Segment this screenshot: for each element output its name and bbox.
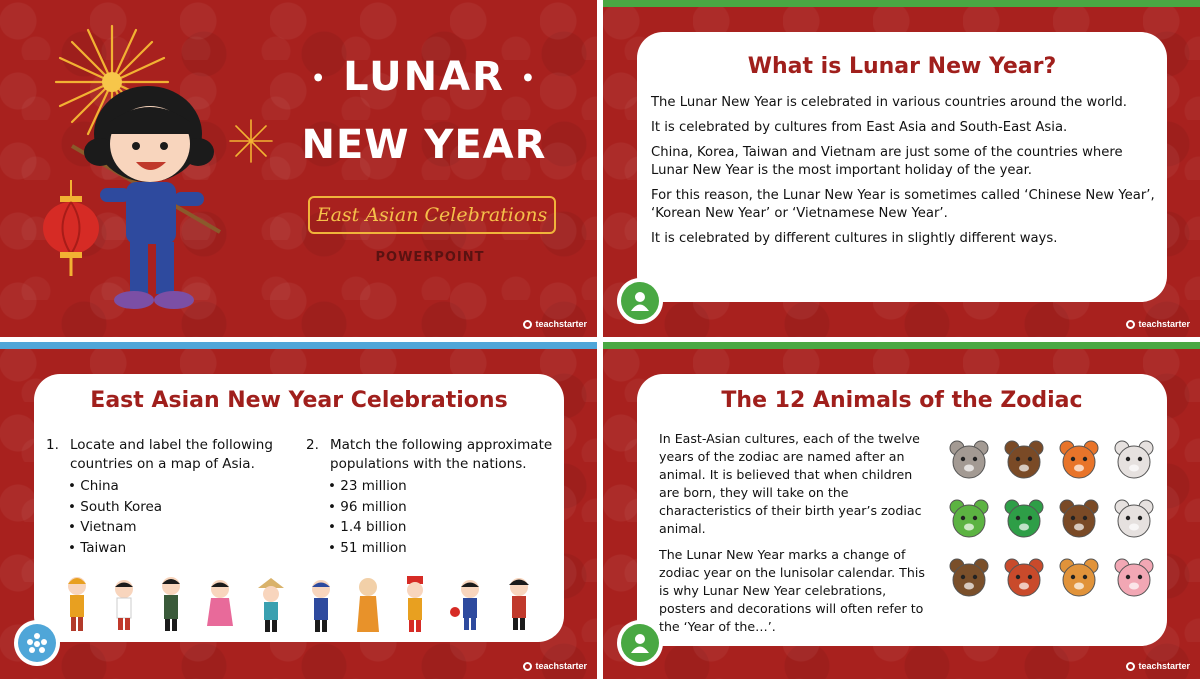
teachstarter-logo: teachstarter [1126, 319, 1190, 329]
slide-accent-bar [603, 342, 1200, 349]
person-icon [629, 290, 651, 312]
subtitle-text: East Asian Celebrations [316, 204, 548, 226]
zodiac-animals-grid [941, 430, 1161, 608]
slide-accent-bar [603, 0, 1200, 7]
individual-activity-badge [617, 278, 663, 324]
list-item: • 96 million [328, 498, 407, 515]
child-figure [504, 576, 534, 634]
slide-title[interactable] [0, 0, 597, 337]
paragraph: The Lunar New Year marks a change of zodiac year on the lunisolar calendar. This is why Lunar New Year celebrations, posters and decorations will often refer to the ‘Year of the…’. [659, 547, 925, 634]
rabbit-icon [1113, 439, 1155, 481]
individual-activity-badge [617, 620, 663, 666]
child-figure [355, 576, 381, 634]
slide-zodiac[interactable] [603, 342, 1200, 679]
paragraph: It is celebrated by cultures from East Asia and South-East Asia. [651, 120, 1068, 135]
task-text: Match the following approximate populations with the nations. [330, 437, 553, 472]
subtitle-banner [308, 196, 556, 234]
child-figure [205, 578, 235, 634]
slide-title: East Asian New Year Celebrations [90, 388, 508, 413]
paragraph: The Lunar New Year is celebrated in various countries around the world. [651, 95, 1127, 110]
snake-icon [1003, 498, 1045, 540]
task-1 [46, 436, 286, 558]
child-figure [64, 574, 90, 634]
title-lunar: LUNAR [343, 54, 505, 100]
child-figure [449, 578, 483, 634]
title-line-1: • LUNAR • [311, 54, 537, 100]
list-item: • 23 million [328, 478, 407, 494]
task-2 [306, 436, 556, 558]
content-card [637, 374, 1167, 646]
paragraph: It is celebrated by different cultures in slightly different ways. [651, 231, 1058, 246]
list-item: • Vietnam [68, 519, 137, 535]
paragraph: In East-Asian cultures, each of the twelve years of the zodiac are named after an animal. It is believed that when children are born, they will take on the characteristics of their birth year’s zodiac animal. [659, 431, 922, 536]
content-paragraphs [651, 94, 1161, 255]
rat-icon [948, 439, 990, 481]
child-figure [402, 576, 428, 634]
goat-icon [1113, 498, 1155, 540]
paragraph: For this reason, the Lunar New Year is sometimes called ‘Chinese New Year’, ‘Korean New Year’ or ‘Vietnamese New Year’. [651, 188, 1155, 221]
dragon-icon [948, 498, 990, 540]
slide-what-is[interactable] [603, 0, 1200, 337]
ox-icon [1003, 439, 1045, 481]
content-card [34, 374, 564, 642]
list-item: • 51 million [328, 539, 407, 556]
paragraph: China, Korea, Taiwan and Vietnam are just some of the countries where Lunar New Year is the most important holiday of the year. [651, 145, 1123, 178]
slide-celebrations[interactable] [0, 342, 597, 679]
group-activity-badge [14, 620, 60, 666]
children-illustrations [64, 570, 534, 634]
child-figure [308, 578, 334, 634]
zodiac-text [659, 430, 925, 636]
pig-icon [1113, 557, 1155, 599]
task-number: 2. [306, 437, 319, 453]
population-list [328, 476, 556, 558]
horse-icon [1058, 498, 1100, 540]
child-figure [111, 578, 137, 634]
type-label: POWERPOINT [375, 250, 485, 265]
girl-illustration [70, 82, 245, 317]
child-figure [158, 574, 184, 634]
slide-title: What is Lunar New Year? [747, 54, 1057, 79]
list-item: • Taiwan [68, 539, 127, 556]
slide-accent-bar [0, 342, 597, 349]
content-card [637, 32, 1167, 302]
child-figure [256, 578, 286, 634]
tiger-icon [1058, 439, 1100, 481]
slide-title: The 12 Animals of the Zodiac [721, 388, 1083, 413]
task-text: Locate and label the following countries on a map of Asia. [70, 437, 273, 472]
monkey-icon [948, 557, 990, 599]
person-icon [629, 632, 651, 654]
teachstarter-logo: teachstarter [523, 661, 587, 671]
list-item: • South Korea [68, 498, 163, 515]
task-number: 1. [46, 437, 59, 453]
country-list [68, 476, 286, 558]
teachstarter-logo: teachstarter [1126, 661, 1190, 671]
list-item: • 1.4 billion [328, 519, 407, 535]
group-icon [24, 630, 50, 656]
title-line-2: NEW YEAR [301, 122, 547, 168]
rooster-icon [1003, 557, 1045, 599]
teachstarter-logo: teachstarter [523, 319, 587, 329]
list-item: • China [68, 478, 119, 494]
dog-icon [1058, 557, 1100, 599]
